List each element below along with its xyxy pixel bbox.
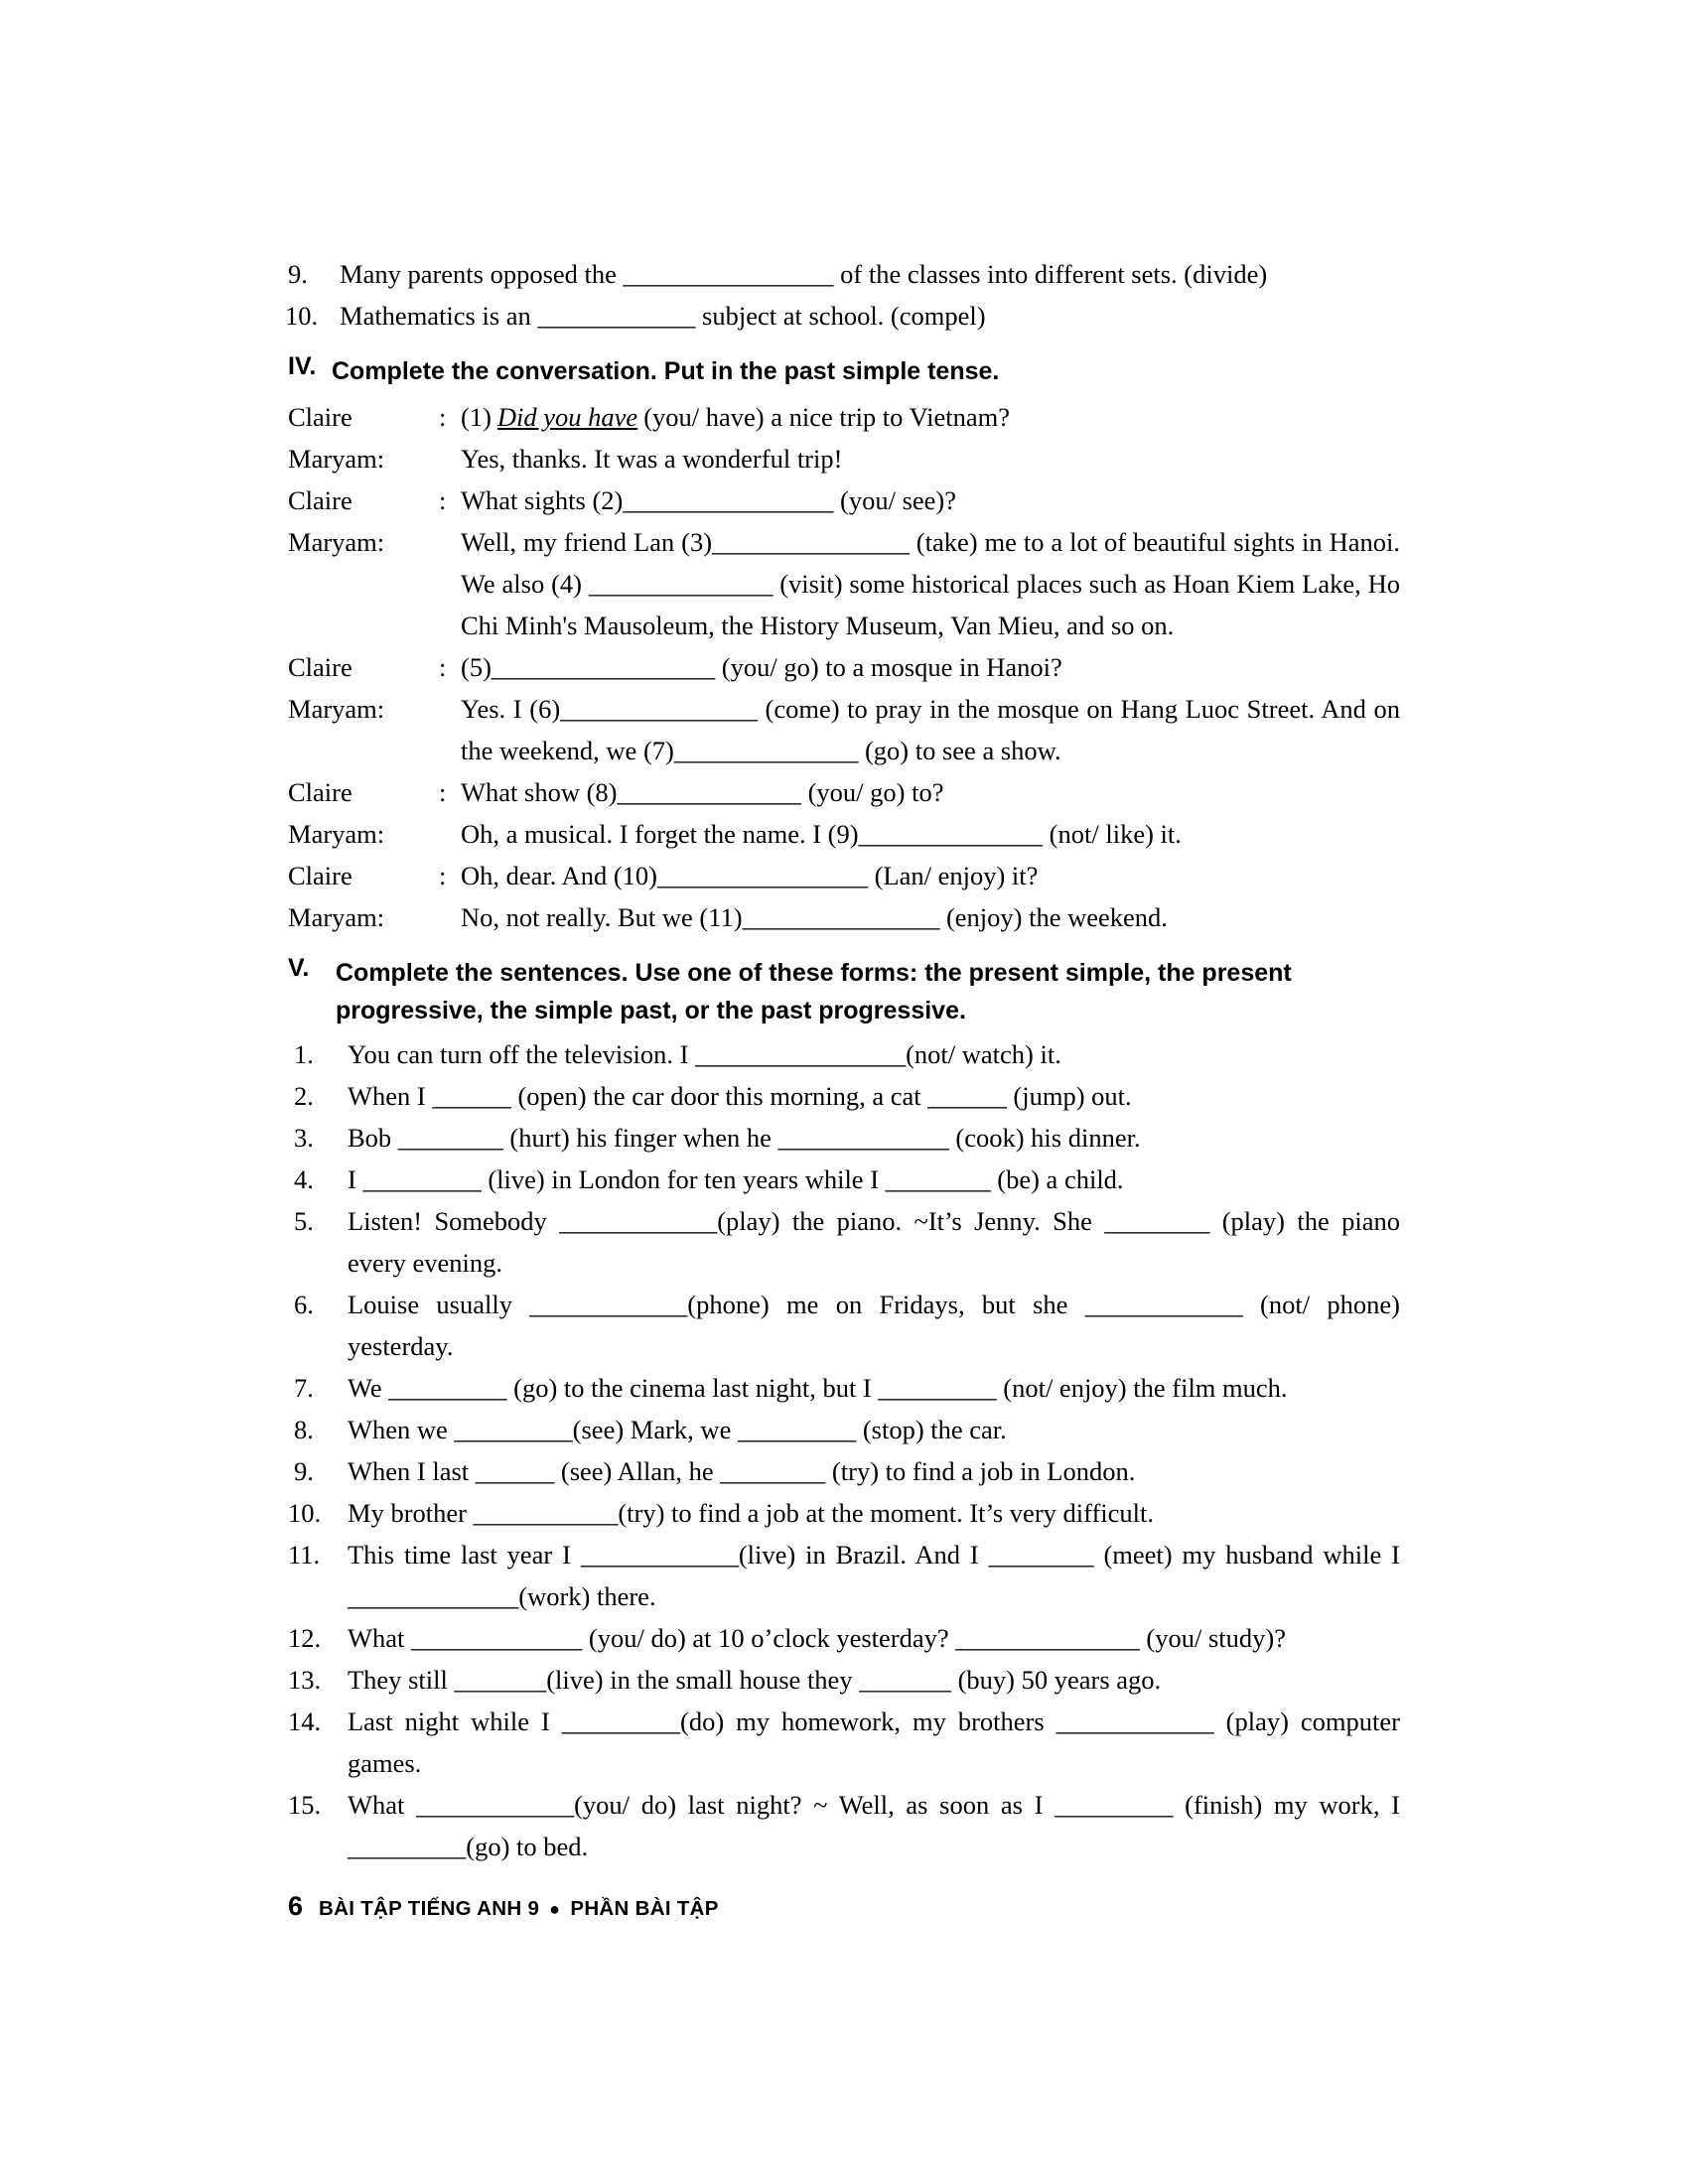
list-item	[288, 1701, 1400, 1784]
list-item-text: This time last year I ____________(live) in Brazil. And I ________ (meet) my husband while I _____________(work) there.	[348, 1540, 1400, 1611]
speaker-name: Claire	[288, 861, 352, 890]
list-item	[288, 1117, 1400, 1159]
list-item-text: Bob ________ (hurt) his finger when he _____________ (cook) his dinner.	[348, 1123, 1141, 1153]
list-item	[288, 1075, 1400, 1117]
dialogue-text: Well, my friend Lan (3)_______________ (take) me to a lot of beautiful sights in Hanoi. We also (4) ______________ (visit) some historical places such as Hoan Kiem Lake, Ho Chi Minh's Mausoleum, the History Museum, Van Mieu, and so on.	[461, 527, 1400, 640]
list-item-text: I _________ (live) in London for ten years while I ________ (be) a child.	[348, 1164, 1124, 1194]
list-item	[288, 253, 1400, 295]
list-item	[288, 1367, 1400, 1409]
dialogue-line	[288, 521, 1400, 646]
page-number: 6	[288, 1891, 304, 1921]
dialogue-line	[288, 855, 1400, 896]
list-item-number: 14.	[288, 1706, 322, 1736]
dialogue-line	[288, 771, 1400, 813]
list-item-text: When we _________(see) Mark, we _________ (stop) the car.	[348, 1415, 1007, 1444]
speaker-name: Claire	[288, 402, 352, 432]
footer-separator: ●	[549, 1899, 561, 1919]
list-item-text: What _____________ (you/ do) at 10 o’clock yesterday? ______________ (you/ study)?	[348, 1623, 1286, 1653]
list-item-number: 15.	[288, 1790, 322, 1820]
section-heading-iv	[288, 352, 1400, 390]
speaker-colon: :	[439, 777, 447, 807]
speaker-name: Claire	[288, 485, 352, 515]
dialogue-rest: (you/ have) a nice trip to Vietnam?	[643, 402, 1010, 432]
section-roman-numeral: V.	[288, 954, 310, 982]
list-item-number: 8.	[294, 1415, 314, 1444]
dialogue-text: Oh, dear. And (10)________________ (Lan/ enjoy) it?	[461, 861, 1039, 890]
list-item-number: 7.	[294, 1373, 314, 1403]
page-footer	[288, 1891, 719, 1922]
list-item-number: 2.	[294, 1081, 314, 1111]
continued-exercise-list	[285, 253, 1400, 337]
dialogue-text: Oh, a musical. I forget the name. I (9)______________ (not/ like) it.	[461, 819, 1182, 849]
dialogue-text: No, not really. But we (11)_______________ (enjoy) the weekend.	[461, 902, 1168, 932]
exercise-v-list	[288, 1033, 1400, 1867]
list-item	[288, 1284, 1400, 1367]
list-item	[288, 1409, 1400, 1450]
list-item	[288, 1033, 1400, 1075]
list-item-number: 11.	[288, 1540, 321, 1570]
dialogue-text: Yes. I (6)_______________ (come) to pray in the mosque on Hang Luoc Street. And on the weekend, we (7)______________ (go) to see a show.	[461, 694, 1400, 765]
list-item-text: My brother ___________(try) to find a job at the moment. It’s very difficult.	[348, 1498, 1155, 1528]
list-item-text: Louise usually ____________(phone) me on Fridays, but she ____________ (not/ phone) yesterday.	[348, 1290, 1400, 1361]
list-item	[288, 1534, 1400, 1617]
list-item-number: 12.	[288, 1623, 322, 1653]
speaker-name: Maryam:	[288, 527, 385, 557]
dialogue-line	[288, 896, 1400, 938]
list-item-number: 4.	[294, 1164, 314, 1194]
list-item-number: 1.	[294, 1039, 314, 1069]
speaker-name: Maryam:	[288, 444, 385, 474]
section-roman-numeral: IV.	[288, 352, 317, 380]
filled-answer: Did you have	[496, 402, 638, 432]
list-item-number: 6.	[294, 1290, 314, 1319]
list-item-number: 9.	[294, 1456, 314, 1486]
dialogue-line	[288, 646, 1400, 688]
speaker-colon: :	[439, 652, 447, 682]
list-item-number: 5.	[294, 1206, 314, 1236]
speaker-colon: :	[439, 485, 447, 515]
list-item	[288, 1450, 1400, 1492]
dialogue-line	[288, 396, 1400, 438]
dialogue-line	[288, 479, 1400, 521]
list-item	[288, 1784, 1400, 1867]
speaker-name: Maryam:	[288, 694, 385, 724]
dialogue-text: What sights (2)________________ (you/ see)?	[461, 485, 956, 515]
list-item	[288, 1200, 1400, 1284]
list-item	[288, 1159, 1400, 1200]
dialogue-line	[288, 688, 1400, 771]
dialogue-text: (5)_________________ (you/ go) to a mosque in Hanoi?	[461, 652, 1062, 682]
blank-number: (1)	[461, 402, 492, 432]
list-item-text: Last night while I _________(do) my homework, my brothers ____________ (play) computer games.	[348, 1706, 1400, 1778]
list-item-text: What ____________(you/ do) last night? ~ Well, as soon as I _________ (finish) my work, I _________(go) to bed.	[348, 1790, 1400, 1861]
dialogue-line	[288, 813, 1400, 855]
list-item-number: 9.	[288, 259, 308, 289]
dialogue-line	[288, 438, 1400, 479]
list-item	[288, 1659, 1400, 1701]
conversation-block	[288, 396, 1400, 938]
list-item-text: Mathematics is an ____________ subject at school. (compel)	[340, 301, 986, 331]
list-item-text: Many parents opposed the ________________ of the classes into different sets. (divide)	[340, 259, 1268, 289]
list-item-number: 10.	[285, 301, 319, 331]
list-item	[288, 1617, 1400, 1659]
footer-title: BÀI TẬP TIẾNG ANH 9	[319, 1897, 540, 1920]
list-item-text: Listen! Somebody ____________(play) the piano. ~It’s Jenny. She ________ (play) the piano every evening.	[348, 1206, 1400, 1278]
section-title: Complete the sentences. Use one of these forms: the present simple, the present progressive, the simple past, or the past progressive.	[336, 959, 1292, 1024]
speaker-name: Maryam:	[288, 902, 385, 932]
list-item-text: When I ______ (open) the car door this morning, a cat ______ (jump) out.	[348, 1081, 1132, 1111]
footer-subtitle: PHẦN BÀI TẬP	[570, 1897, 719, 1920]
list-item-text: When I last ______ (see) Allan, he ________ (try) to find a job in London.	[348, 1456, 1136, 1486]
speaker-name: Maryam:	[288, 819, 385, 849]
dialogue-text	[461, 396, 1400, 438]
speaker-colon: :	[439, 861, 447, 890]
list-item-text: We _________ (go) to the cinema last night, but I _________ (not/ enjoy) the film much.	[348, 1373, 1288, 1403]
list-item-number: 10.	[288, 1498, 322, 1528]
dialogue-text: Yes, thanks. It was a wonderful trip!	[461, 444, 843, 474]
dialogue-text: What show (8)______________ (you/ go) to?	[461, 777, 944, 807]
list-item-number: 3.	[294, 1123, 314, 1153]
section-title: Complete the conversation. Put in the past simple tense.	[332, 357, 1000, 385]
list-item	[285, 295, 1400, 337]
speaker-name: Claire	[288, 652, 352, 682]
list-item-text: You can turn off the television. I ________________(not/ watch) it.	[348, 1039, 1061, 1069]
speaker-colon: :	[439, 402, 447, 432]
list-item-text: They still _______(live) in the small house they _______ (buy) 50 years ago.	[348, 1665, 1162, 1695]
page-content	[285, 253, 1400, 1867]
section-heading-v	[288, 954, 1400, 1029]
list-item	[288, 1492, 1400, 1534]
list-item-number: 13.	[288, 1665, 322, 1695]
speaker-name: Claire	[288, 777, 352, 807]
